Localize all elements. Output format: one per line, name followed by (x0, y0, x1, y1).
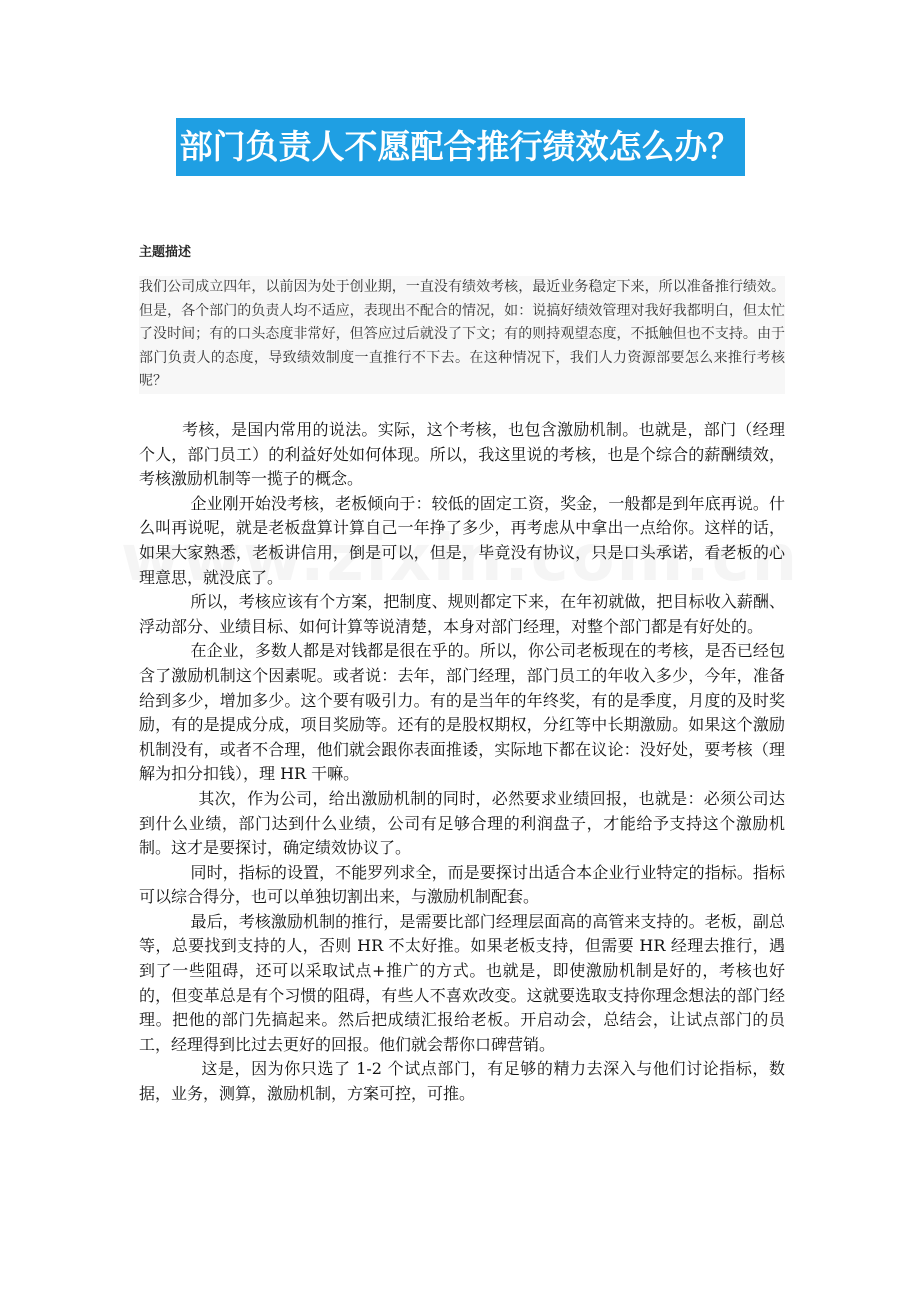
paragraph: 其次，作为公司，给出激励机制的同时，必然要求业绩回报，也就是：必须公司达到什么业绩，部门达到什么业绩，公司有足够合理的利润盘子，才能给予支持这个激励机制。这才是要探讨，确定绩效协议了。 (139, 788, 785, 858)
paragraph: 企业刚开始没考核，老板倾向于：较低的固定工资，奖金，一般都是到年底再说。什么叫再说呢，就是老板盘算计算自己一年挣了多少，再考虑从中拿出一点给你。这样的话，如果大家熟悉，老板讲信用，倒是可以，但是，毕竟没有协议，只是口头承诺，看老板的心理意思，就没底了。 (139, 493, 785, 587)
paragraph: 最后，考核激励机制的推行，是需要比部门经理层面高的高管来支持的。老板，副总等，总要找到支持的人，否则 HR 不太好推。如果老板支持，但需要 HR 经理去推行，遇到了一些阻碍，还可以采取试点+推广的方式。也就是，即使激励机制是好的，考核也好的，但变革总是有个习惯的阻碍，有些人不喜欢改变。这就要选取支持你理念想法的部门经理。把他的部门先搞起来。然后把成绩汇报给老板。开启动会，总结会，让试点部门的员工，经理得到比过去更好的回报。他们就会帮你口碑营销。 (139, 911, 785, 1054)
section-heading: 主题描述 (139, 245, 192, 260)
title-container (0, 118, 920, 176)
document-title: 部门负责人不愿配合推行绩效怎么办？ (176, 118, 745, 176)
paragraph: 同时，指标的设置，不能罗列求全，而是要探讨出适合本企业行业特定的指标。指标可以综合得分，也可以单独切割出来，与激励机制配套。 (139, 862, 785, 907)
article-body (139, 418, 785, 1107)
paragraph: 考核，是国内常用的说法。实际，这个考核，也包含激励机制。也就是，部门（经理个人，部门员工）的利益好处如何体现。所以，我这里说的考核，也是个综合的薪酬绩效，考核激励机制等一揽子的概念。 (139, 420, 785, 489)
topic-description: 我们公司成立四年，以前因为处于创业期，一直没有绩效考核，最近业务稳定下来，所以准备推行绩效。但是，各个部门的负责人均不适应，表现出不配合的情况，如：说搞好绩效管理对我好我都明白，但太忙了没时间；有的口头态度非常好，但答应过后就没了下文；有的则持观望态度，不抵触但也不支持。由于部门负责人的态度，导致绩效制度一直推行不下去。在这种情况下，我们人力资源部要怎么来推行考核呢？ (139, 276, 785, 394)
paragraph: 所以，考核应该有个方案，把制度、规则都定下来，在年初就做，把目标收入薪酬、浮动部分、业绩目标、如何计算等说清楚，本身对部门经理，对整个部门都是有好处的。 (139, 592, 785, 636)
paragraph: 在企业，多数人都是对钱都是很在乎的。所以，你公司老板现在的考核，是否已经包含了激励机制这个因素呢。或者说：去年，部门经理，部门员工的年收入多少，今年，准备给到多少，增加多少。这个要有吸引力。有的是当年的年终奖，有的是季度，月度的及时奖励，有的是提成分成，项目奖励等。还有的是股权期权，分红等中长期激励。如果这个激励机制没有，或者不合理，他们就会跟你表面推诿，实际地下都在议论：没好处，要考核（理解为扣分扣钱），理 HR 干嘛。 (139, 641, 785, 784)
paragraph: 这是，因为你只选了 1-2 个试点部门，有足够的精力去深入与他们讨论指标，数据，业务，测算，激励机制，方案可控，可推。 (139, 1059, 785, 1104)
